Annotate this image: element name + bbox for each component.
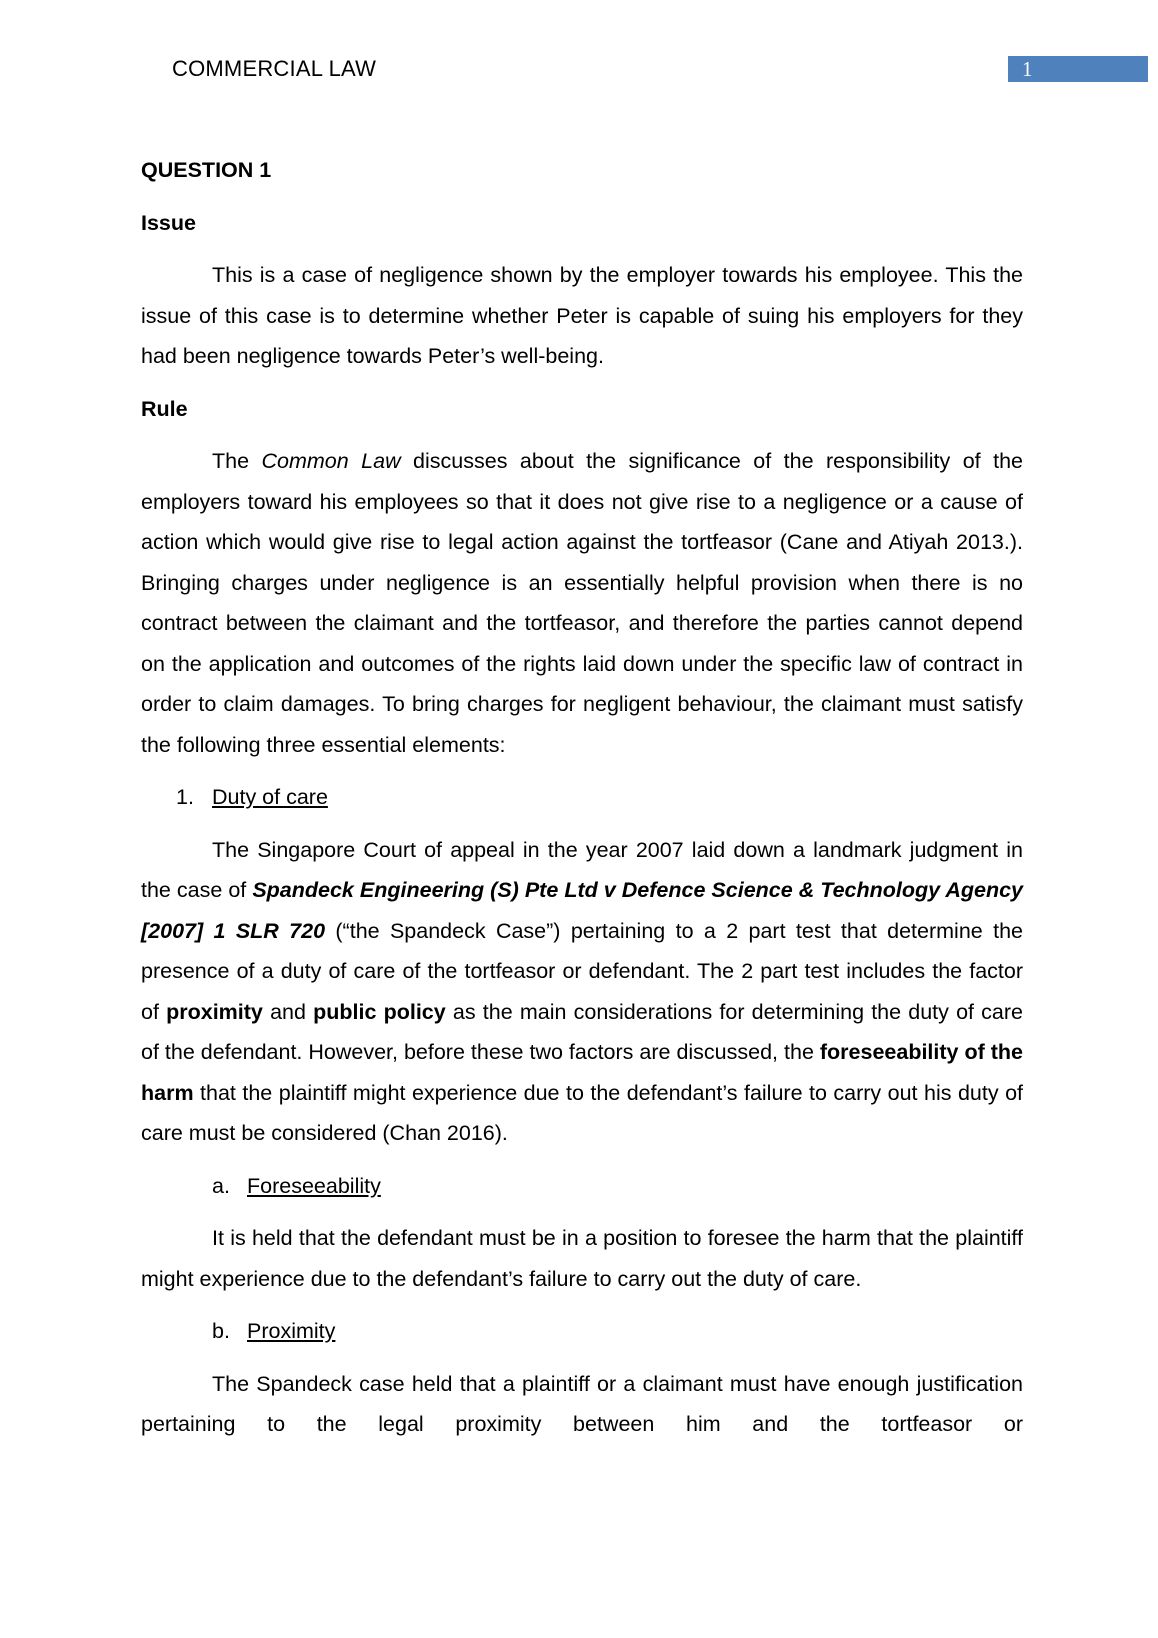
common-law-term: Common Law <box>261 449 401 473</box>
duty-text-2: (“the Spandeck Case”) pertaining to a 2 part test that determine the presence of a duty of care of the tortfeasor or defendant. The 2 part test includes the factor of <box>141 918 1023 1024</box>
issue-heading: Issue <box>141 210 196 235</box>
rule-paragraph <box>141 441 1023 765</box>
duty-text-4: as the main considerations for determining the duty of care of the defendant. However, before these two factors are discussed, the <box>141 999 1023 1064</box>
term-proximity: proximity <box>166 999 263 1024</box>
list-item-duty-of-care <box>141 777 1023 818</box>
duty-of-care-paragraph <box>141 830 1023 1154</box>
list-marker: a. <box>212 1173 230 1198</box>
issue-paragraph: This is a case of negligence shown by the employer towards his employee. This the issue of this case is to determine whether Peter is capable of suing his employers for they had been negligence towards Peter’s well-being. <box>141 263 1023 368</box>
page-number-badge: 1 <box>1008 56 1148 82</box>
list-label: Foreseeability <box>247 1173 381 1198</box>
rule-text-1: The <box>212 449 262 473</box>
rule-text-2: discusses about the significance of the responsibility of the employers toward his employees so that it does not give rise to a negligence or a cause of action which would give rise to legal action against the tortfeasor (Cane and Atiyah 2013.). Bringing charges under negligence is an essentially helpful provision when there is no contract between the claimant and the tortfeasor, and therefore the parties cannot depend on the application and outcomes of the rights laid down under the specific law of contract in order to claim damages. To bring charges for negligent behaviour, the claimant must satisfy the following three essential elements: <box>141 449 1023 757</box>
duty-text-5: that the plaintiff might experience due to the defendant’s failure to carry out his duty of care must be considered (Chan 2016). <box>141 1080 1023 1145</box>
rule-heading: Rule <box>141 396 188 421</box>
list-marker: 1. <box>176 785 194 809</box>
running-header-title: COMMERCIAL LAW <box>172 56 377 81</box>
case-citation: Spandeck Engineering (S) Pte Ltd v Defence Science & Technology Agency [2007] 1 SLR 720 <box>141 878 1024 943</box>
list-marker: b. <box>212 1319 230 1343</box>
list-label: Proximity <box>247 1319 336 1343</box>
duty-text-1: The Singapore Court of appeal in the year 2007 laid down a landmark judgment in the case of <box>141 837 1023 902</box>
list-item-proximity <box>141 1311 1023 1352</box>
proximity-paragraph: The Spandeck case held that a plaintiff or a claimant must have enough justification pertaining to the legal proximity between him and the tortfeasor or <box>141 1371 1023 1436</box>
duty-text-3: and <box>262 999 314 1024</box>
foreseeability-paragraph: It is held that the defendant must be in a position to foresee the harm that the plaintiff might experience due to the defendant’s failure to carry out the duty of care. <box>141 1226 1023 1291</box>
document-body <box>141 150 1023 1457</box>
term-public-policy: public policy <box>313 999 446 1024</box>
list-item-foreseeability <box>141 1166 1023 1207</box>
list-label: Duty of care <box>212 785 328 809</box>
question-heading: QUESTION 1 <box>141 158 272 182</box>
term-foreseeability: foreseeability of the harm <box>141 1040 1023 1105</box>
